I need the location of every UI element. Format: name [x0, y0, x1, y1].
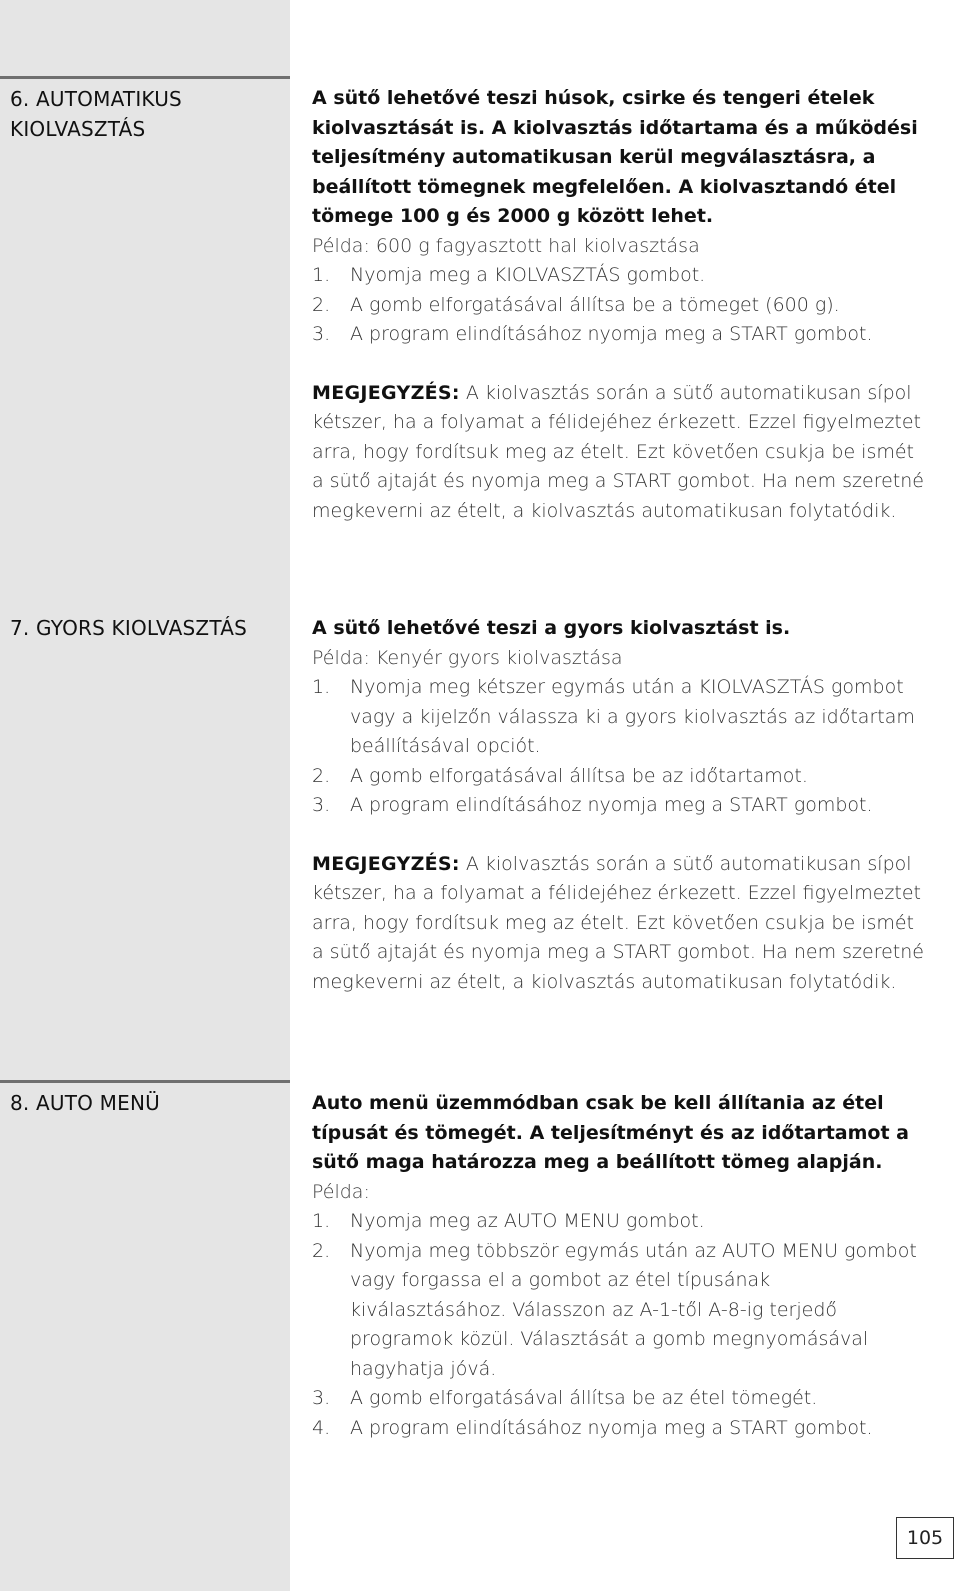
step-text: A gomb elforgatásával állítsa be a tömeget (600 g).: [350, 293, 840, 316]
section-body: [312, 84, 924, 526]
section-body: [312, 1089, 924, 1443]
list-item: [312, 1207, 924, 1237]
section-divider: [0, 76, 290, 79]
step-number: 2.: [312, 764, 331, 787]
step-text: A program elindításához nyomja meg a START gombot.: [350, 1416, 873, 1439]
list-item: [312, 762, 924, 792]
list-item: [312, 261, 924, 291]
list-item: [312, 673, 924, 762]
step-number: 2.: [312, 1239, 331, 1262]
step-text: A program elindításához nyomja meg a START gombot.: [350, 323, 873, 345]
note-label: MEGJEGYZÉS:: [312, 852, 460, 875]
example-line: Példa:: [312, 1180, 370, 1203]
list-item: [312, 291, 924, 321]
step-number: 1.: [312, 676, 331, 698]
step-number: 1.: [312, 264, 331, 286]
step-number: 4.: [312, 1416, 331, 1439]
example-line: Példa: Kenyér gyors kiolvasztása: [312, 646, 623, 669]
step-text: Nyomja meg a KIOLVASZTÁS gombot.: [350, 264, 706, 286]
section-intro: A sütő lehetővé teszi húsok, csirke és tengeri ételek kiolvasztását is. A kiolvasztás időtartama és a működési teljesítmény automatikusan kerül megválasztásra, a beállított tömegnek megfelelően. A kiolvasztandó étel tömege 100 g és 2000 g között lehet.: [312, 87, 918, 227]
note-text: A kiolvasztás során a sütő automatikusan sípol kétszer, ha a folyamat a félidejéhez érkezett. Ezzel figyelmeztet arra, hogy fordítsuk meg az ételt. Ezt követően csukja be ismét a sütő ajtaját és nyomja meg a START gombot. Ha nem szeretné megkeverni az ételt, a kiolvasztás automatikusan folytatódik.: [312, 381, 924, 522]
section-divider: [0, 1080, 290, 1083]
section-title: 6. AUTOMATIKUS KIOLVASZTÁS: [10, 87, 182, 141]
section-intro: A sütő lehetővé teszi a gyors kiolvasztást is.: [312, 617, 791, 639]
step-number: 3.: [312, 794, 331, 816]
step-text: Nyomja meg kétszer egymás után a KIOLVASZTÁS gombot vagy a kijelzőn válassza ki a gyors kiolvasztás az időtartam beállításával opciót.: [350, 676, 915, 757]
note-paragraph: [312, 379, 924, 527]
section-title: 8. AUTO MENÜ: [10, 1091, 160, 1115]
steps-list: [312, 261, 924, 350]
section-intro: Auto menü üzemmódban csak be kell állítania az étel típusát és tömegét. A teljesítményt és az időtartamot a sütő maga határozza meg a beállított tömeg alapján.: [312, 1092, 909, 1173]
step-text: A gomb elforgatásával állítsa be az étel tömegét.: [350, 1387, 818, 1409]
steps-list: [312, 1207, 924, 1443]
note-text: A kiolvasztás során a sütő automatikusan sípol kétszer, ha a folyamat a félidejéhez érkezett. Ezzel figyelmeztet arra, hogy fordítsuk meg az ételt. Ezt követően csukja be ismét a sütő ajtaját és nyomja meg a START gombot. Ha nem szeretné megkeverni az ételt, a kiolvasztás automatikusan folytatódik.: [312, 852, 924, 993]
note-label: MEGJEGYZÉS:: [312, 381, 460, 404]
sidebar-background: [0, 0, 290, 1591]
section-body: [312, 614, 924, 997]
list-item: [312, 1414, 924, 1444]
step-text: Nyomja meg többször egymás után az AUTO MENU gombot vagy forgassa el a gombot az étel típusának kiválasztásához. Válasszon az A-1-től A-8-ig terjedő programok közül. Választását a gomb megnyomásával hagyhatja jóvá.: [350, 1239, 917, 1380]
step-number: 2.: [312, 293, 331, 316]
list-item: [312, 1384, 924, 1414]
page-number: 105: [896, 1517, 954, 1559]
example-line: Példa: 600 g fagyasztott hal kiolvasztása: [312, 234, 700, 257]
step-text: A gomb elforgatásával állítsa be az időtartamot.: [350, 764, 808, 787]
steps-list: [312, 673, 924, 821]
step-number: 3.: [312, 1387, 331, 1409]
list-item: [312, 791, 924, 821]
step-text: Nyomja meg az AUTO MENU gombot.: [350, 1210, 705, 1232]
section-title: 7. GYORS KIOLVASZTÁS: [10, 616, 247, 640]
list-item: [312, 1237, 924, 1385]
note-paragraph: [312, 850, 924, 998]
step-number: 1.: [312, 1210, 331, 1232]
step-number: 3.: [312, 323, 331, 345]
list-item: [312, 320, 924, 350]
step-text: A program elindításához nyomja meg a START gombot.: [350, 794, 873, 816]
